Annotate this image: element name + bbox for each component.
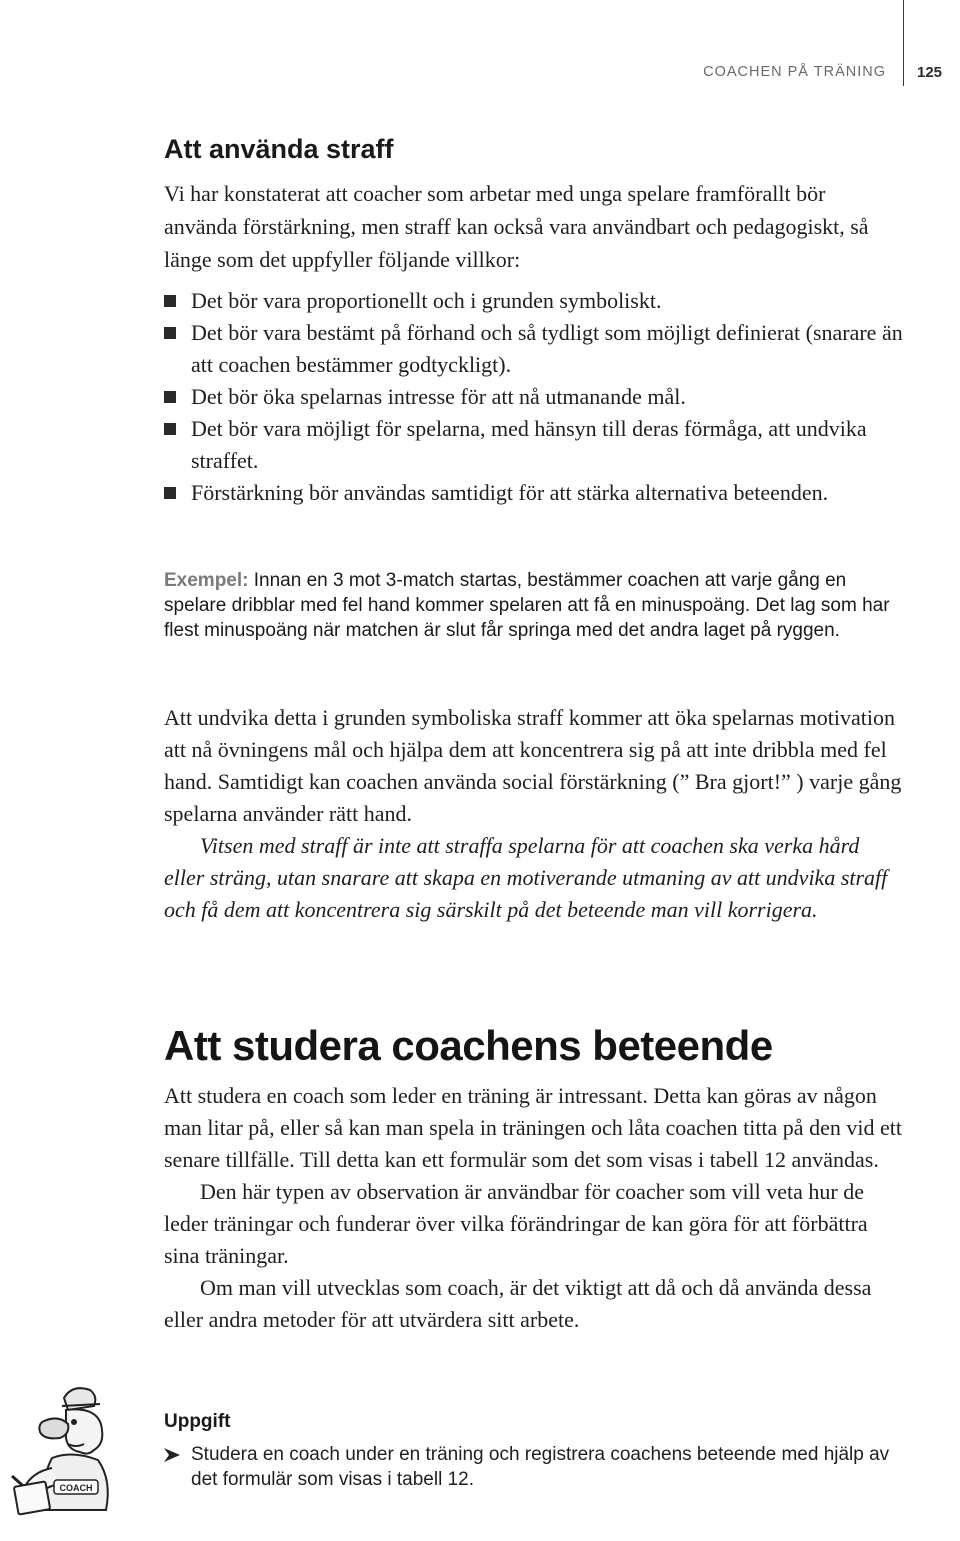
section-title-beteende: Att studera coachens beteende — [164, 1022, 773, 1069]
list-item-text: Det bör vara proportionellt och i grunden symboliskt. — [191, 288, 662, 313]
list-item-text: Förstärkning bör användas samtidigt för att stärka alternativa beteenden. — [191, 480, 829, 505]
list-item — [164, 285, 904, 317]
example-text: Innan en 3 mot 3-match startas, bestämmer coachen att varje gång en spelare dribblar med fel hand kommer spelaren att få en minuspoäng. Det lag som har flest minuspoäng när matchen är slut får springa med det andra laget på ryggen. — [164, 570, 890, 641]
paragraph-2: Den här typen av observation är användbar för coacher som vill veta hur de leder träningar och funderar över vilka förändringar de kan göra för att förbättra sina träningar. — [164, 1179, 868, 1268]
list-item — [164, 413, 904, 477]
paragraph-text: Att undvika detta i grunden symboliska straff kommer att öka spelarnas motivation att nå övningens mål och hjälpa dem att koncentrera sig på att inte dribbla med fel hand. Samtidigt kan coachen använda social förstärkning (” Bra gjort!” ) varje gång spelarna använder rätt hand. — [164, 705, 902, 826]
task-title: Uppgift — [164, 1411, 231, 1432]
intro-paragraph: Vi har konstaterat att coacher som arbetar med unga spelare framförallt bör använda förstärkning, men straff kan också vara användbart och pedagogiskt, så länge som det uppfyller följande villkor: — [164, 181, 869, 272]
running-head: COACHEN PÅ TRÄNING — [703, 64, 886, 80]
square-bullet-icon — [164, 487, 176, 499]
list-item — [164, 381, 904, 413]
page-number: 125 — [917, 64, 943, 81]
example-box — [164, 568, 904, 643]
paragraph-1: Att studera en coach som leder en träning är intressant. Detta kan göras av någon man litar på, eller så kan man spela in träningen och låta coachen titta på den vid ett senare tillfälle. Till detta kan ett formulär som det som visas i tabell 12 användas. — [164, 1083, 902, 1172]
section2-body — [164, 1080, 904, 1336]
list-item-text: Det bör vara möjligt för spelarna, med hänsyn till deras förmåga, att undvika straffet. — [191, 416, 867, 473]
italic-paragraph: Vitsen med straff är inte att straffa spelarna för att coachen ska verka hård eller sträng, utan snarare att skapa en motiverande utmaning av att undvika straff och få dem att koncentrera sig särskilt på det beteende man vill korrigera. — [164, 833, 888, 922]
conditions-list — [164, 285, 904, 509]
coach-badge-text: COACH — [59, 1483, 93, 1493]
coach-illustration-icon — [2, 1380, 132, 1520]
section-title-straff: Att använda straff — [164, 134, 394, 164]
square-bullet-icon — [164, 391, 176, 403]
task-item-text: Studera en coach under en träning och registrera coachens beteende med hjälp av det formulär som visas i tabell 12. — [191, 1444, 890, 1490]
list-item — [164, 317, 904, 381]
square-bullet-icon — [164, 327, 176, 339]
paragraph-3: Om man vill utvecklas som coach, är det viktigt att då och då använda dessa eller andra metoder för att utvärdera sitt arbete. — [164, 1275, 872, 1332]
example-label: Exempel: — [164, 570, 249, 591]
arrowhead-bullet-icon — [164, 1448, 180, 1462]
square-bullet-icon — [164, 423, 176, 435]
list-item-text: Det bör öka spelarnas intresse för att nå utmanande mål. — [191, 384, 686, 409]
list-item-text: Det bör vara bestämt på förhand och så tydligt som möjligt definierat (snarare än att coachen bestämmer godtyckligt). — [191, 320, 903, 377]
header-divider — [903, 0, 904, 86]
task-item — [164, 1442, 904, 1492]
body-paragraph — [164, 702, 904, 926]
square-bullet-icon — [164, 295, 176, 307]
list-item — [164, 477, 904, 509]
